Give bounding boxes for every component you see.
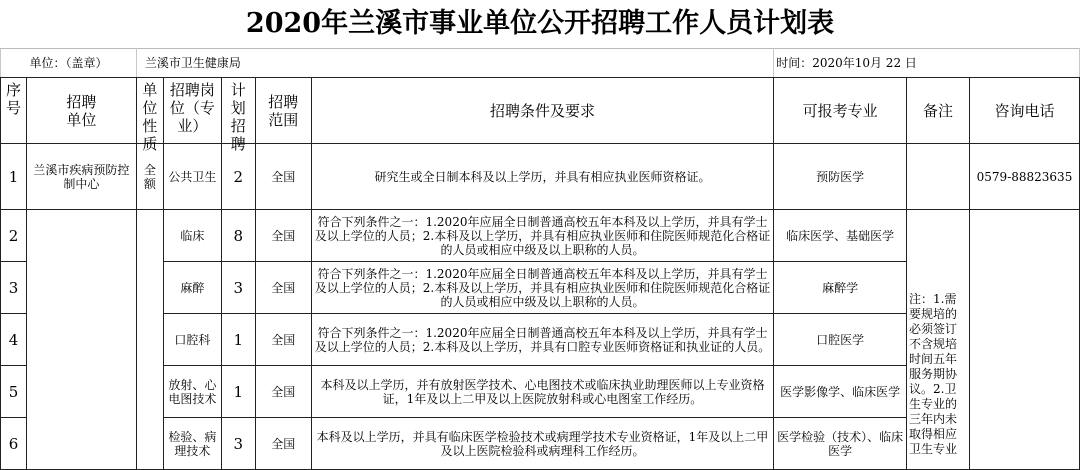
row-seq: 1 — [1, 144, 27, 210]
row-post: 公共卫生 — [163, 144, 221, 210]
header-post: 招聘岗位（专业） — [163, 78, 221, 144]
row-unit: 兰溪市疾病预防控制中心 — [26, 144, 136, 210]
row-count: 3 — [221, 418, 255, 470]
row-seq: 3 — [1, 262, 27, 314]
recruitment-table — [0, 48, 1080, 470]
row-scope: 全国 — [255, 144, 311, 210]
unit-value: 兰溪市卫生健康局 — [136, 49, 773, 78]
row-count: 1 — [221, 314, 255, 366]
row-count: 2 — [221, 144, 255, 210]
header-note: 备注 — [907, 78, 970, 144]
row-count: 1 — [221, 366, 255, 418]
header-nature: 单位性质 — [136, 78, 163, 144]
row-major: 临床医学、基础医学 — [774, 210, 907, 262]
header-scope: 招聘范围 — [255, 78, 311, 144]
row-post: 临床 — [163, 210, 221, 262]
row-major: 麻醉学 — [774, 262, 907, 314]
header-requirements: 招聘条件及要求 — [311, 78, 773, 144]
header-seq: 序号 — [1, 78, 27, 144]
row-nature: 全额 — [136, 144, 163, 210]
row-scope: 全国 — [255, 210, 311, 262]
row-post: 麻醉 — [163, 262, 221, 314]
header-count: 计划招聘 — [221, 78, 255, 144]
row-phone: 0579-88823635 — [969, 144, 1079, 210]
row-seq: 6 — [1, 418, 27, 470]
row-scope: 全国 — [255, 366, 311, 418]
header-unit: 招聘单位 — [26, 78, 136, 144]
row-count: 3 — [221, 262, 255, 314]
row-scope: 全国 — [255, 314, 311, 366]
row-phone-merged — [969, 210, 1079, 470]
row-requirements: 研究生或全日制本科及以上学历，并具有相应执业医师资格证。 — [311, 144, 773, 210]
table-row — [1, 144, 1080, 210]
header-phone: 咨询电话 — [969, 78, 1079, 144]
row-post: 检验、病理技术 — [163, 418, 221, 470]
row-seq: 4 — [1, 314, 27, 366]
row-note-merged: 注：1.需要规培的必须签订不含规培时间五年服务期协议。2.卫生专业的三年内未取得相应卫生专业 — [907, 210, 970, 470]
row-major: 预防医学 — [774, 144, 907, 210]
row-note — [907, 144, 970, 210]
row-scope: 全国 — [255, 418, 311, 470]
header-major: 可报考专业 — [774, 78, 907, 144]
row-major: 医学检验（技术）、临床医学 — [774, 418, 907, 470]
info-row — [1, 49, 1080, 78]
row-count: 8 — [221, 210, 255, 262]
row-requirements: 本科及以上学历，并有放射医学技术、心电图技术或临床执业助理医师以上专业资格证，1年及以上二甲及以上医院放射科或心电图室工作经历。 — [311, 366, 773, 418]
row-major: 口腔医学 — [774, 314, 907, 366]
row-nature-merged — [136, 210, 163, 470]
page-title: 2020年兰溪市事业单位公开招聘工作人员计划表 — [245, 8, 835, 39]
row-major: 医学影像学、临床医学 — [774, 366, 907, 418]
unit-label: 单位：（盖章） — [1, 49, 137, 78]
header-row — [1, 78, 1080, 144]
row-post: 口腔科 — [163, 314, 221, 366]
table-row — [1, 210, 1080, 262]
row-scope: 全国 — [255, 262, 311, 314]
row-unit-merged — [26, 210, 136, 470]
date-text: 时间：2020年10月 22 日 — [774, 49, 1080, 78]
row-post: 放射、心电图技术 — [163, 366, 221, 418]
row-requirements: 符合下列条件之一：1.2020年应届全日制普通高校五年本科及以上学历，并具有学士及以上学位的人员；2.本科及以上学历，并具有相应执业医师和住院医师规范化合格证的人员或相应中级及以上职称的人员。 — [311, 210, 773, 262]
row-seq: 5 — [1, 366, 27, 418]
row-requirements: 符合下列条件之一：1.2020年应届全日制普通高校五年本科及以上学历，并具有学士及以上学位的人员；2.本科及以上学历，并具有口腔专业医师资格证和执业证的人员。 — [311, 314, 773, 366]
row-seq: 2 — [1, 210, 27, 262]
row-requirements: 本科及以上学历，并具有临床医学检验技术或病理学技术专业资格证，1年及以上二甲及以上医院检验科或病理科工作经历。 — [311, 418, 773, 470]
row-requirements: 符合下列条件之一：1.2020年应届全日制普通高校五年本科及以上学历，并具有学士及以上学位的人员；2.本科及以上学历，并具有相应执业医师和住院医师规范化合格证的人员或相应中级及以上职称的人员。 — [311, 262, 773, 314]
